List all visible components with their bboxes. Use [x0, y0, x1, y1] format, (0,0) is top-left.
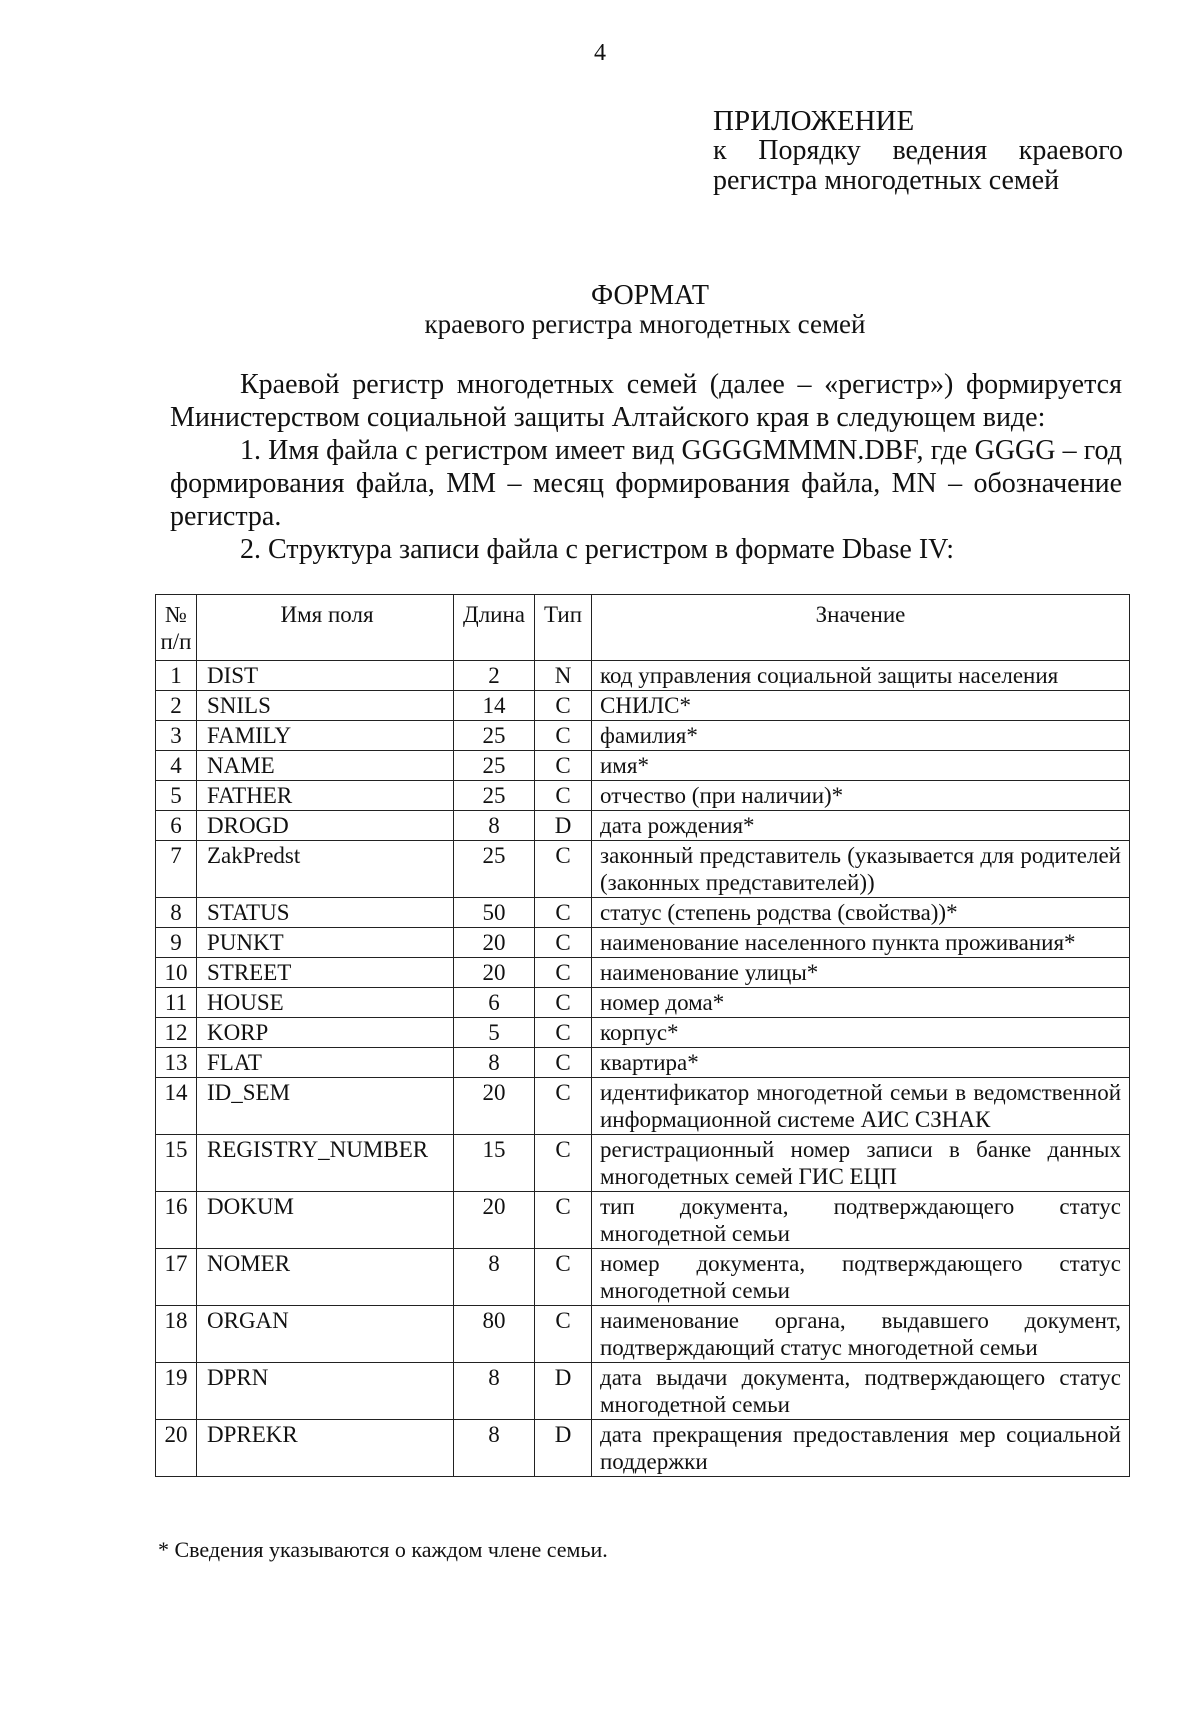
register-format-table [155, 594, 1130, 1477]
cell-type: N [535, 661, 592, 691]
cell-field-name: DOKUM [197, 1192, 454, 1249]
table-row [156, 1018, 1130, 1048]
cell-length: 20 [454, 958, 535, 988]
cell-field-name: STREET [197, 958, 454, 988]
cell-type: C [535, 1078, 592, 1135]
table-row [156, 751, 1130, 781]
cell-value: СНИЛС* [592, 691, 1130, 721]
cell-length: 2 [454, 661, 535, 691]
table-body [156, 661, 1130, 1477]
cell-type: C [535, 721, 592, 751]
cell-value: номер документа, подтверждающего статус многодетной семьи [592, 1249, 1130, 1306]
table-row [156, 691, 1130, 721]
cell-field-name: FAMILY [197, 721, 454, 751]
cell-type: D [535, 1420, 592, 1477]
cell-type: C [535, 781, 592, 811]
cell-type: C [535, 751, 592, 781]
cell-num: 4 [156, 751, 197, 781]
table-row [156, 1363, 1130, 1420]
header-value: Значение [592, 595, 1130, 661]
cell-field-name: DIST [197, 661, 454, 691]
cell-length: 15 [454, 1135, 535, 1192]
cell-length: 6 [454, 988, 535, 1018]
cell-length: 14 [454, 691, 535, 721]
cell-num: 19 [156, 1363, 197, 1420]
cell-num: 15 [156, 1135, 197, 1192]
header-field-name: Имя поля [197, 595, 454, 661]
cell-num: 14 [156, 1078, 197, 1135]
cell-value: корпус* [592, 1018, 1130, 1048]
cell-field-name: ZakPredst [197, 841, 454, 898]
table-row [156, 841, 1130, 898]
cell-value: тип документа, подтверждающего статус многодетной семьи [592, 1192, 1130, 1249]
cell-type: D [535, 811, 592, 841]
cell-num: 16 [156, 1192, 197, 1249]
paragraph-structure: 2. Структура записи файла с регистром в формате Dbase IV: [240, 534, 955, 565]
table-row [156, 1306, 1130, 1363]
cell-value: фамилия* [592, 721, 1130, 751]
cell-num: 18 [156, 1306, 197, 1363]
cell-type: C [535, 841, 592, 898]
body-text [170, 368, 1122, 566]
cell-value: квартира* [592, 1048, 1130, 1078]
cell-field-name: FATHER [197, 781, 454, 811]
paragraph-intro: Краевой регистр многодетных семей (далее – «регистр») формируется Министерством социальной защиты Алтайского края в следующем виде: [170, 369, 1122, 433]
cell-length: 5 [454, 1018, 535, 1048]
cell-type: C [535, 988, 592, 1018]
appendix-block [713, 106, 1123, 196]
cell-value: дата прекращения предоставления мер социальной поддержки [592, 1420, 1130, 1477]
cell-field-name: HOUSE [197, 988, 454, 1018]
cell-length: 25 [454, 781, 535, 811]
cell-num: 1 [156, 661, 197, 691]
table-row [156, 1078, 1130, 1135]
cell-value: наименование органа, выдавшего документ, подтверждающий статус многодетной семьи [592, 1306, 1130, 1363]
cell-value: идентификатор многодетной семьи в ведомственной информационной системе АИС СЗНАК [592, 1078, 1130, 1135]
header-type: Тип [535, 595, 592, 661]
cell-length: 20 [454, 1192, 535, 1249]
cell-type: C [535, 1306, 592, 1363]
cell-value: отчество (при наличии)* [592, 781, 1130, 811]
cell-num: 6 [156, 811, 197, 841]
cell-field-name: REGISTRY_NUMBER [197, 1135, 454, 1192]
cell-field-name: ID_SEM [197, 1078, 454, 1135]
cell-length: 25 [454, 841, 535, 898]
cell-type: C [535, 898, 592, 928]
cell-field-name: DPRN [197, 1363, 454, 1420]
cell-length: 50 [454, 898, 535, 928]
appendix-line-2: регистра многодетных семей [713, 165, 1060, 196]
cell-field-name: STATUS [197, 898, 454, 928]
cell-type: C [535, 1249, 592, 1306]
cell-value: наименование улицы* [592, 958, 1130, 988]
cell-value: наименование населенного пункта проживания* [592, 928, 1130, 958]
cell-length: 25 [454, 751, 535, 781]
cell-length: 25 [454, 721, 535, 751]
cell-num: 9 [156, 928, 197, 958]
cell-field-name: ORGAN [197, 1306, 454, 1363]
cell-length: 8 [454, 1363, 535, 1420]
cell-field-name: NAME [197, 751, 454, 781]
cell-num: 13 [156, 1048, 197, 1078]
cell-length: 20 [454, 1078, 535, 1135]
table-row [156, 1048, 1130, 1078]
cell-num: 7 [156, 841, 197, 898]
cell-length: 8 [454, 1048, 535, 1078]
cell-field-name: SNILS [197, 691, 454, 721]
appendix-title: ПРИЛОЖЕНИЕ [713, 105, 915, 137]
cell-num: 20 [156, 1420, 197, 1477]
table-row [156, 988, 1130, 1018]
cell-value: дата рождения* [592, 811, 1130, 841]
cell-num: 5 [156, 781, 197, 811]
cell-value: имя* [592, 751, 1130, 781]
cell-length: 80 [454, 1306, 535, 1363]
cell-value: номер дома* [592, 988, 1130, 1018]
cell-field-name: KORP [197, 1018, 454, 1048]
cell-type: C [535, 1048, 592, 1078]
cell-length: 8 [454, 1249, 535, 1306]
cell-field-name: FLAT [197, 1048, 454, 1078]
cell-num: 3 [156, 721, 197, 751]
appendix-line-1: к Порядку ведения краевого [713, 135, 1123, 166]
cell-type: C [535, 1135, 592, 1192]
cell-type: C [535, 928, 592, 958]
cell-value: код управления социальной защиты населения [592, 661, 1130, 691]
table-row [156, 721, 1130, 751]
cell-type: C [535, 958, 592, 988]
cell-num: 2 [156, 691, 197, 721]
cell-value: регистрационный номер записи в банке данных многодетных семей ГИС ЕЦП [592, 1135, 1130, 1192]
table-row [156, 928, 1130, 958]
table-row [156, 958, 1130, 988]
cell-num: 11 [156, 988, 197, 1018]
cell-value: статус (степень родства (свойства))* [592, 898, 1130, 928]
table-row [156, 1135, 1130, 1192]
header-length: Длина [454, 595, 535, 661]
table-row [156, 781, 1130, 811]
cell-type: C [535, 1018, 592, 1048]
cell-length: 8 [454, 811, 535, 841]
cell-type: C [535, 691, 592, 721]
table-row [156, 661, 1130, 691]
table-header-row [156, 595, 1130, 661]
cell-num: 12 [156, 1018, 197, 1048]
table-row [156, 898, 1130, 928]
cell-type: D [535, 1363, 592, 1420]
table-row [156, 811, 1130, 841]
footnote: * Сведения указываются о каждом члене семьи. [158, 1537, 608, 1562]
cell-type: C [535, 1192, 592, 1249]
cell-field-name: DROGD [197, 811, 454, 841]
document-title: ФОРМАТ [590, 280, 709, 311]
cell-length: 20 [454, 928, 535, 958]
table-row [156, 1192, 1130, 1249]
document-subtitle: краевого регистра многодетных семей [424, 309, 866, 339]
table-row [156, 1420, 1130, 1477]
page-number: 4 [594, 40, 606, 66]
cell-num: 8 [156, 898, 197, 928]
cell-num: 10 [156, 958, 197, 988]
cell-field-name: PUNKT [197, 928, 454, 958]
cell-value: законный представитель (указывается для родителей (законных представителей)) [592, 841, 1130, 898]
cell-num: 17 [156, 1249, 197, 1306]
cell-field-name: NOMER [197, 1249, 454, 1306]
table-row [156, 1249, 1130, 1306]
paragraph-file-name: 1. Имя файла с регистром имеет вид GGGGMMMN.DBF, где GGGG – год формирования файла, ММ – месяц формирования файла, MN – обозначение регистра. [170, 435, 1122, 532]
cell-value: дата выдачи документа, подтверждающего статус многодетной семьи [592, 1363, 1130, 1420]
cell-field-name: DPREKR [197, 1420, 454, 1477]
header-num: № п/п [156, 595, 197, 661]
cell-length: 8 [454, 1420, 535, 1477]
